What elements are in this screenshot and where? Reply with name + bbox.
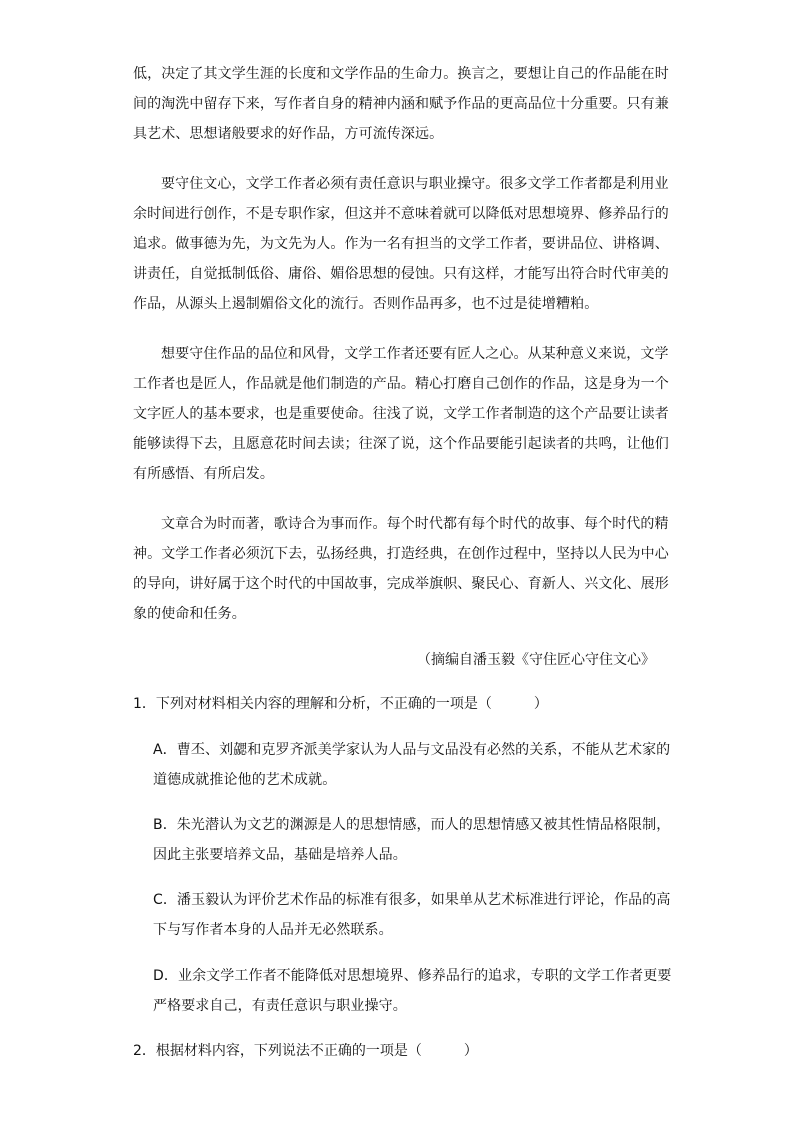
paragraph-4-line-3: 的导向，讲好属于这个时代的中国故事，完成举旗帜、聚民心、育新人、兴文化、展形 — [133, 576, 669, 592]
paragraph-2-line-4: 讲责任，自觉抵制低俗、庸俗、媚俗思想的侵蚀。只有这样，才能写出符合时代审美的 — [133, 266, 669, 282]
paragraph-3-line-3: 文字匠人的基本要求，也是重要使命。往浅了说，文学工作者制造的这个产品要让读者 — [133, 406, 669, 422]
question-1-option-c-line-2: 下与写作者本身的人品并无必然联系。 — [153, 922, 393, 938]
question-1-option-a-line-2: 道德成就推论他的艺术成就。 — [153, 772, 337, 788]
paragraph-2-line-2: 余时间进行创作，不是专职作家，但这并不意味着就可以降低对思想境界、修养品行的 — [133, 206, 669, 222]
paragraph-2-line-3: 追求。做事德为先，为文先为人。作为一名有担当的文学工作者，要讲品位、讲格调、 — [133, 236, 669, 252]
question-1-option-d-line-2: 严格要求自己，有责任意识与职业操守。 — [153, 998, 407, 1014]
paragraph-1-line-2: 间的淘洗中留存下来，写作者自身的精神内涵和赋予作品的更高品位十分重要。只有兼 — [133, 96, 669, 112]
paragraph-3-line-4: 能够读得下去，且愿意花时间去读；往深了说，这个作品要能引起读者的共鸣，让他们 — [133, 436, 669, 452]
question-1-option-d-line-1: D．业余文学工作者不能降低对思想境界、修养品行的追求，专职的文学工作者更要 — [153, 968, 672, 984]
question-1-option-c-line-1: C．潘玉毅认为评价艺术作品的标准有很多，如果单从艺术标准进行评论，作品的高 — [153, 892, 671, 908]
question-1-stem: 1．下列对材料相关内容的理解和分析，不正确的一项是（ ） — [133, 696, 548, 712]
paragraph-1-line-3: 具艺术、思想诸般要求的好作品，方可流传深远。 — [133, 126, 444, 142]
source-citation: （摘编自潘玉毅《守住匠心守住文心》 — [417, 652, 655, 668]
question-1-option-a-line-1: A．曹丕、刘勰和克罗齐派美学家认为人品与文品没有必然的关系，不能从艺术家的 — [153, 742, 671, 758]
paragraph-3-line-2: 工作者也是匠人，作品就是他们制造的产品。精心打磨自己创作的作品，这是身为一个 — [133, 376, 669, 392]
paragraph-3-line-1: 想要守住作品的品位和风骨，文学工作者还要有匠人之心。从某种意义来说，文学 — [161, 346, 669, 362]
paragraph-3-line-5: 有所感悟、有所启发。 — [133, 466, 274, 482]
question-1-option-b-line-1: B．朱光潜认为文艺的渊源是人的思想情感，而人的思想情感又被其性情品格限制， — [153, 817, 671, 833]
paragraph-2-line-5: 作品，从源头上遏制媚俗文化的流行。否则作品再多，也不过是徒增糟粕。 — [133, 296, 599, 312]
paragraph-4-line-2: 神。文学工作者必须沉下去，弘扬经典，打造经典，在创作过程中，坚持以人民为中心 — [133, 546, 669, 562]
paragraph-4-line-4: 象的使命和任务。 — [133, 606, 246, 622]
paragraph-1-line-1: 低，决定了其文学生涯的长度和文学作品的生命力。换言之，要想让自己的作品能在时 — [133, 66, 669, 82]
question-2-stem: 2．根据材料内容，下列说法不正确的一项是（ ） — [133, 1043, 478, 1059]
paragraph-4-line-1: 文章合为时而著，歌诗合为事而作。每个时代都有每个时代的故事、每个时代的精 — [161, 516, 669, 532]
question-1-option-b-line-2: 因此主张要培养文品，基础是培养人品。 — [153, 847, 407, 863]
paragraph-2-line-1: 要守住文心，文学工作者必须有责任意识与职业操守。很多文学工作者都是利用业 — [161, 176, 669, 192]
